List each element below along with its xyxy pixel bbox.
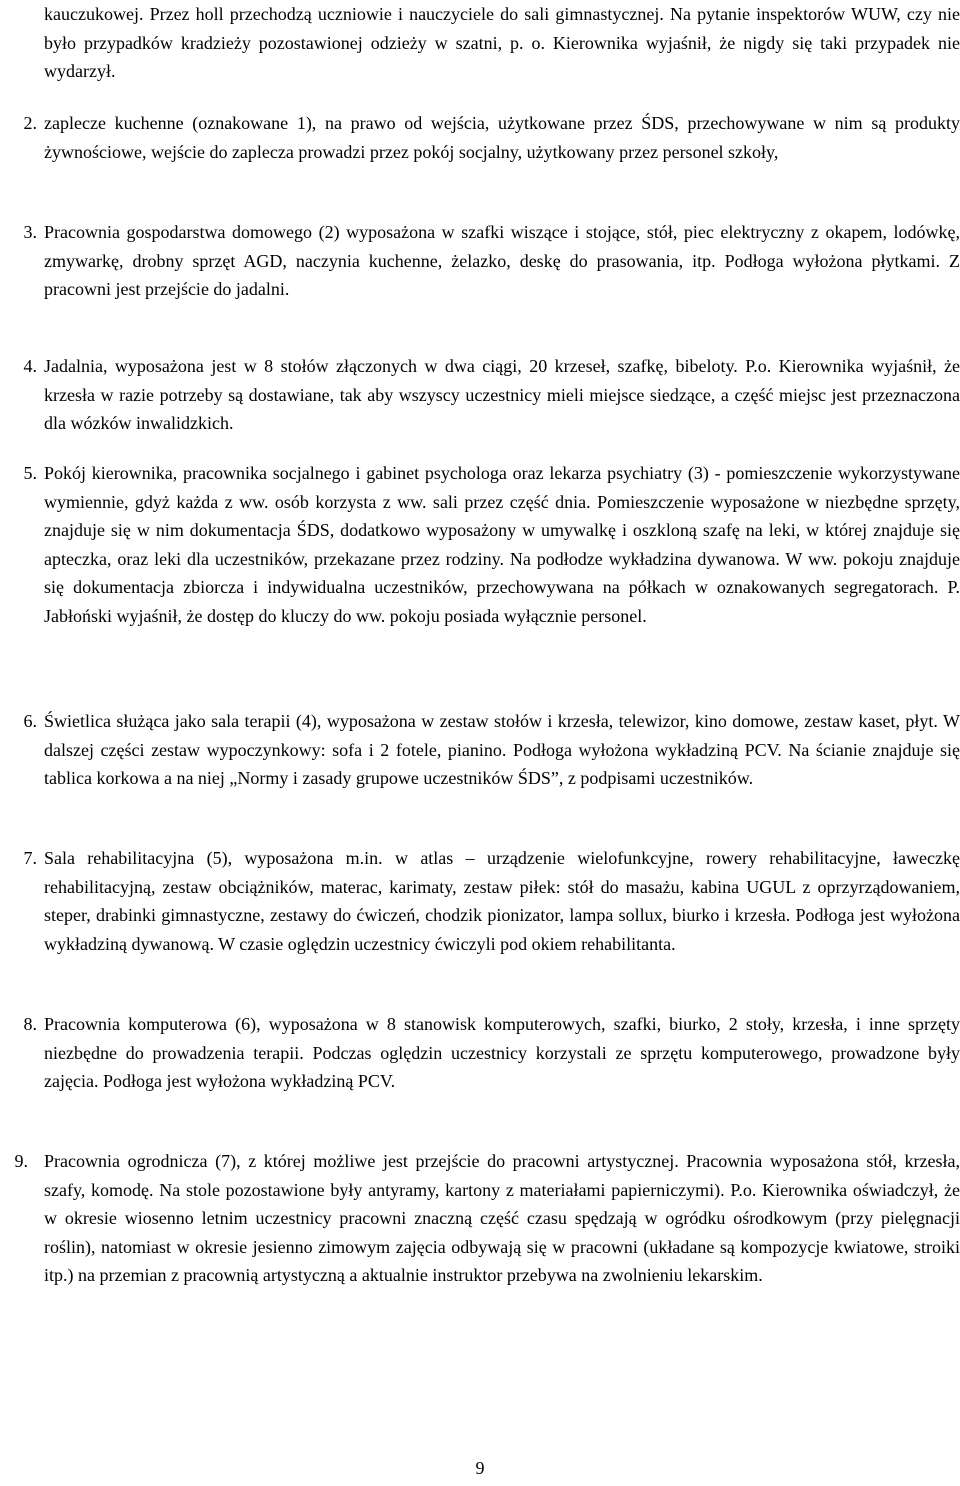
list-item-number: 3. bbox=[23, 222, 37, 242]
list-item-text: Pokój kierownika, pracownika socjalnego i gabinet psychologa oraz lekarza psychiatry (3) - pomieszczenie wykorzystywane wymiennie, gdyż każda z ww. osób korzysta z ww. sali przez część dnia. Pomieszczenie wyposażone w niezbędne sprzęty, znajduje się w nim dokumentacja ŚDS, dodatkowo wyposażony w umywalkę i oszkloną szafę na leki, w której znajduje się apteczka, oraz leki dla uczestników, przekazane przez rodziny. Na podłodze wykładzina dywanowa. W ww. pokoju znajduje się dokumentacja zbiorcza i indywidualna uczestników, przechowywana na półkach w oznakowanych segregatorach. P. Jabłoński wyjaśnił, że dostęp do kluczy do ww. pokoju posiada wyłącznie personel. bbox=[44, 463, 960, 626]
list-item-number: 9. bbox=[14, 1151, 28, 1171]
page-number: 9 bbox=[475, 1458, 485, 1478]
list-item-text: zaplecze kuchenne (oznakowane 1), na prawo od wejścia, użytkowane przez ŚDS, przechowywane w nim są produkty żywnościowe, wejście do zaplecza prowadzi przez pokój socjalny, użytkowany przez personel szkoły, bbox=[44, 113, 960, 162]
list-item-text: Pracownia komputerowa (6), wyposażona w 8 stanowisk komputerowych, szafki, biurko, 2 stoły, krzesła, i inne sprzęty niezbędne do prowadzenia terapii. Podczas oględzin uczestnicy korzystali ze sprzętu komputerowego, prowadzone były zajęcia. Podłoga jest wyłożona wykładziną PCV. bbox=[44, 1014, 960, 1092]
list-item-text: Sala rehabilitacyjna (5), wyposażona m.in. w atlas – urządzenie wielofunkcyjne, rowery rehabilitacyjne, ławeczkę rehabilitacyjną, zestaw obciążników, materac, karimaty, zestaw piłek: stół do masażu, kabina UGUL z oprzyrządowaniem, steper, drabinki gimnastyczne, zestawy do ćwiczeń, chodzik pionizator, lampa sollux, biurko i krzesła. Podłoga jest wyłożona wykładziną dywanową. W czasie oględzin uczestnicy ćwiczyli pod okiem rehabilitanta. bbox=[44, 848, 960, 954]
list-item-number: 8. bbox=[23, 1014, 37, 1034]
list-item-text: Pracownia ogrodnicza (7), z której możliwe jest przejście do pracowni artystycznej. Pracownia wyposażona stół, krzesła, szafy, komodę. Na stole pozostawione były antyramy, kartony z materiałami papierniczymi). P.o. Kierownika oświadczył, że w okresie wiosenno letnim uczestnicy pracowni znaczną część czasu spędzają w ogródku ośrodkowym (przy pielęgnacji roślin), natomiast w okresie jesienno zimowym zajęcia odbywają się w pracowni (układane są kompozycje kwiatowe, stroiki itp.) na przemian z pracownią artystyczną a aktualnie instruktor przebywa na zwolnieniu lekarskim. bbox=[44, 1151, 960, 1286]
list-item-number: 2. bbox=[23, 113, 37, 133]
list-item-text: Świetlica służąca jako sala terapii (4), wyposażona w zestaw stołów i krzesła, telewizor, kino domowe, zestaw kaset, płyt. W dalszej części zestaw wypoczynkowy: sofa i 2 fotele, pianino. Podłoga wyłożona wykładziną PCV. Na ścianie znajduje się tablica korkowa a na niej „Normy i zasady grupowe uczestników ŚDS”, z podpisami uczestników. bbox=[44, 711, 960, 789]
list-item-number: 6. bbox=[23, 711, 37, 731]
list-item-number: 5. bbox=[23, 463, 37, 483]
list-item-number: 4. bbox=[23, 356, 37, 376]
intro-paragraph: kauczukowej. Przez holl przechodzą uczniowie i nauczyciele do sali gimnastycznej. Na pytanie inspektorów WUW, czy nie było przypadków kradzieży pozostawionej odzieży w szatni, p. o. Kierownika wyjaśnił, że nigdy się taki przypadek nie wydarzył. bbox=[44, 4, 960, 82]
list-item-number: 7. bbox=[23, 848, 37, 868]
list-item-text: Jadalnia, wyposażona jest w 8 stołów złączonych w dwa ciągi, 20 krzeseł, szafkę, bibeloty. P.o. Kierownika wyjaśnił, że krzesła w razie potrzeby są dostawiane, tak aby wszyscy uczestnicy mieli miejsce siedzące, a część miejsc jest przeznaczona dla wózków inwalidzkich. bbox=[44, 356, 960, 434]
list-item-text: Pracownia gospodarstwa domowego (2) wyposażona w szafki wiszące i stojące, stół, piec elektryczny z okapem, lodówkę, zmywarkę, drobny sprzęt AGD, naczynia kuchenne, żelazko, deskę do prasowania, itp. Podłoga wyłożona płytkami. Z pracowni jest przejście do jadalni. bbox=[44, 222, 960, 300]
